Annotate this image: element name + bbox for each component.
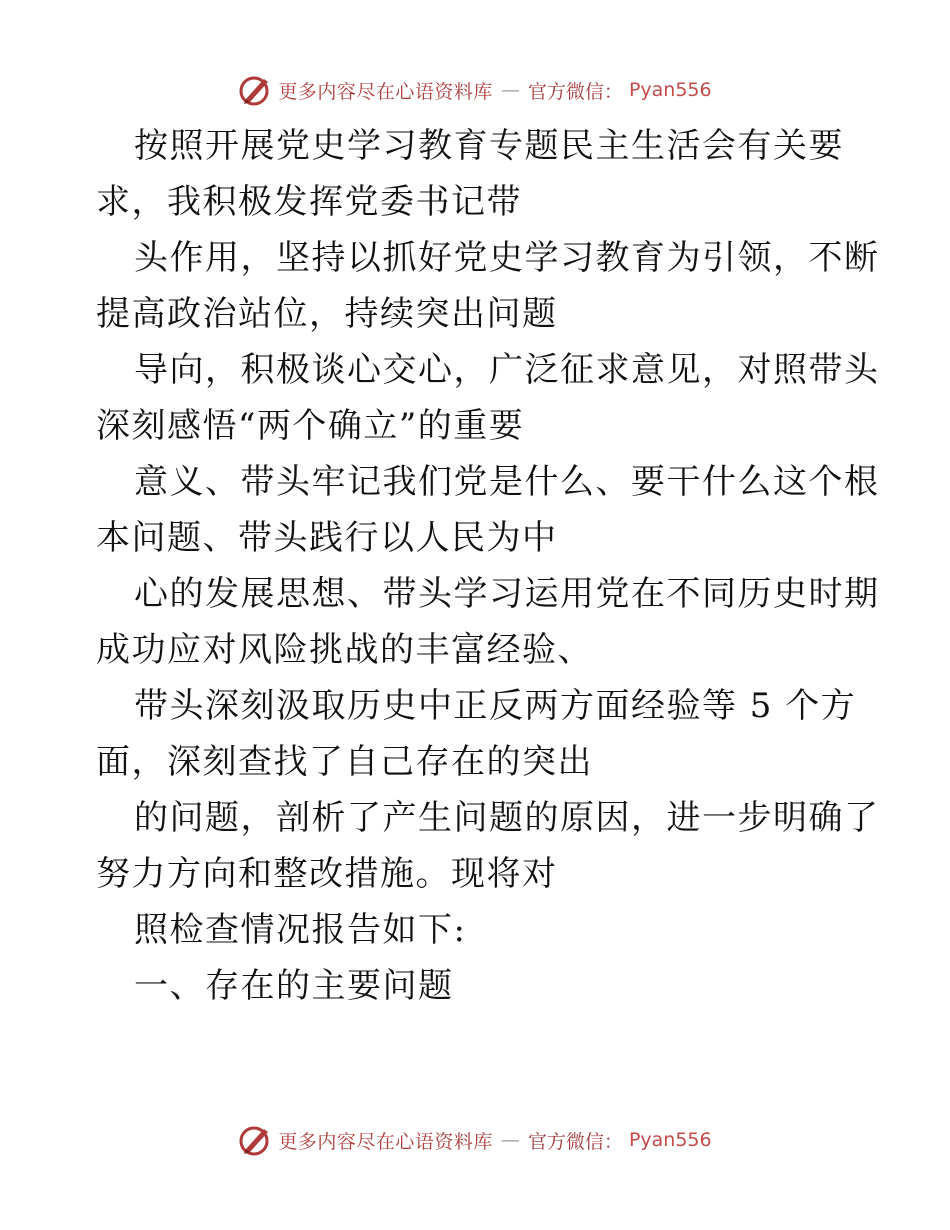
pen-logo-icon (238, 73, 272, 107)
wechat-id: Pyan556 (628, 79, 712, 101)
wechat-id: Pyan556 (628, 1129, 712, 1151)
banner-text: 更多内容尽在心语资料库 (278, 1130, 493, 1153)
paragraph-line: 心的发展思想、带头学习运用党在不同历史时期 (134, 574, 880, 614)
paragraph-line: 头作用，坚持以抓好党史学习教育为引领，不断 (134, 238, 880, 278)
paragraph-line: 努力方向和整改措施。现将对 (96, 854, 558, 894)
paragraph-line: 本问题、带头践行以人民为中 (96, 518, 558, 558)
document-body (96, 118, 880, 1014)
paragraph-line: 照检查情况报告如下: (134, 910, 467, 950)
paragraph-line: 成功应对风险挑战的丰富经验、 (96, 630, 593, 670)
footer-banner (0, 1120, 950, 1160)
wechat-label: 官方微信： (527, 80, 623, 103)
header-banner (0, 70, 950, 110)
paragraph-line: 带头深刻汲取历史中正反两方面经验等 5 个方 (134, 686, 857, 726)
banner-text: 更多内容尽在心语资料库 (278, 80, 493, 103)
section-heading: 一、存在的主要问题 (134, 966, 454, 1006)
banner-separator: — (500, 79, 520, 101)
paragraph-line: 按照开展党史学习教育专题民主生活会有关要 (134, 126, 844, 166)
wechat-label: 官方微信： (527, 1130, 623, 1153)
paragraph-line: 面，深刻查找了自己存在的突出 (96, 742, 593, 782)
paragraph-line: 导向，积极谈心交心，广泛征求意见，对照带头 (134, 350, 880, 390)
paragraph-line: 提高政治站位，持续突出问题 (96, 294, 558, 334)
banner-separator: — (500, 1129, 520, 1151)
paragraph-line: 深刻感悟“两个确立”的重要 (96, 406, 525, 446)
pen-logo-icon (238, 1123, 272, 1157)
paragraph-line: 意义、带头牢记我们党是什么、要干什么这个根 (134, 462, 880, 502)
paragraph-line: 求，我积极发挥党委书记带 (96, 182, 522, 222)
paragraph-line: 的问题，剖析了产生问题的原因，进一步明确了 (134, 798, 880, 838)
